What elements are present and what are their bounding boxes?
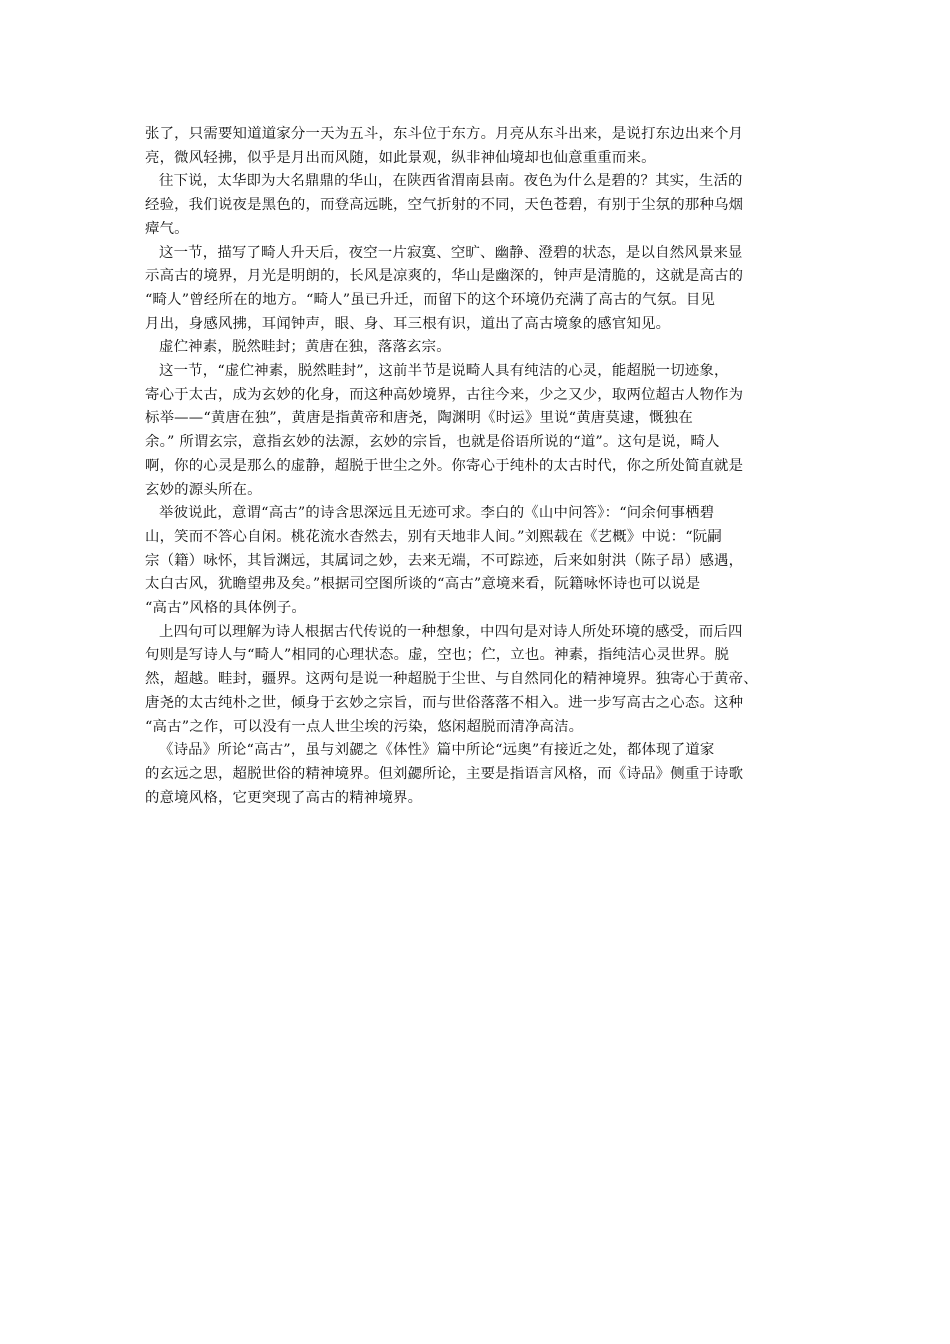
paragraph-5 — [145, 360, 810, 502]
text-line: 的意境风格，它更突现了高古的精神境界。 — [145, 789, 423, 806]
text-line: 标举——“黄唐在独”，黄唐是指黄帝和唐尧，陶渊明《时运》里说“黄唐莫逮，慨独在 — [145, 410, 693, 427]
text-line: 示高古的境界，月光是明朗的，长风是凉爽的，华山是幽深的，钟声是清脆的，这就是高古的 — [145, 268, 744, 285]
text-line: 啊，你的心灵是那么的虚静，超脱于世尘之外。你寄心于纯朴的太古时代，你之所处简直就是 — [145, 457, 744, 474]
paragraph-8 — [145, 739, 810, 810]
text-line: 然，超越。畦封，疆界。这两句是说一种超脱于尘世、与自然同化的精神境界。独寄心于黄帝、 — [145, 671, 758, 688]
text-line: 寄心于太古，成为玄妙的化身，而这种高妙境界，古往今来，少之又少，取两位超古人物作为 — [145, 386, 744, 403]
text-line: 往下说，太华即为大名鼎鼎的华山，在陕西省渭南县南。夜色为什么是碧的？其实，生活的 — [159, 173, 743, 190]
text-line: 唐尧的太古纯朴之世，倾身于玄妙之宗旨，而与世俗落落不相入。进一步写高古之心态。这种 — [145, 694, 744, 711]
text-line: 玄妙的源头所在。 — [145, 481, 262, 498]
text-line: 虚伫神素，脱然畦封；黄唐在独，落落玄宗。 — [159, 339, 451, 356]
text-line: 经验，我们说夜是黑色的，而登高远眺，空气折射的不同，天色苍碧，有别于尘氛的那种乌烟 — [145, 197, 744, 214]
text-line: 山，笑而不答心自闲。桃花流水杳然去，别有天地非人间。”刘熙载在《艺概》中说：“阮嗣 — [145, 528, 722, 545]
text-line: “高古”风格的具体例子。 — [145, 600, 307, 617]
text-line: 上四句可以理解为诗人根据古代传说的一种想象，中四句是对诗人所处环境的感受，而后四 — [159, 623, 743, 640]
paragraph-1 — [145, 123, 810, 170]
text-line: 这一节，描写了畸人升天后，夜空一片寂寞、空旷、幽静、澄碧的状态，是以自然风景来显 — [159, 244, 743, 261]
text-line: 句则是写诗人与“畸人”相同的心理状态。虚，空也；伫，立也。神素，指纯洁心灵世界。脱 — [145, 647, 730, 664]
paragraph-4 — [145, 336, 810, 360]
text-line: 举彼说此，意谓“高古”的诗含思深远且无迹可求。李白的《山中问答》：“问余何事栖碧 — [159, 505, 715, 522]
text-line: “畸人”曾经所在的地方。“畸人”虽已升迁，而留下的这个环境仍充满了高古的气氛。目见 — [145, 291, 716, 308]
paragraph-2 — [145, 170, 810, 241]
text-line: 太白古风，犹瞻望弗及矣。”根据司空图所谈的“高古”意境来看，阮籍咏怀诗也可以说是 — [145, 576, 701, 593]
text-line: 张了，只需要知道道家分一天为五斗，东斗位于东方。月亮从东斗出来，是说打东边出来个月 — [145, 126, 744, 142]
document-body — [145, 123, 810, 810]
text-line: 瘴气。 — [145, 220, 189, 237]
text-line: 的玄远之思，超脱世俗的精神境界。但刘勰所论，主要是指语言风格，而《诗品》侧重于诗歌 — [145, 765, 744, 782]
paragraph-3 — [145, 242, 810, 337]
paragraph-7 — [145, 621, 810, 740]
text-line: 《诗品》所论“高古”，虽与刘勰之《体性》篇中所论“远奥”有接近之处，都体现了道家 — [159, 742, 715, 759]
text-line: 余。” 所谓玄宗，意指玄妙的法源，玄妙的宗旨，也就是俗语所说的“道”。这句是说，畸人 — [145, 434, 720, 451]
text-line: 亮，微风轻拂，似乎是月出而风随，如此景观，纵非神仙境却也仙意重重而来。 — [145, 149, 656, 166]
text-line: “高古”之作，可以没有一点人世尘埃的污染，悠闲超脱而清净高洁。 — [145, 718, 584, 735]
text-line: 月出，身感风拂，耳闻钟声，眼、身、耳三根有识，道出了高古境象的感官知见。 — [145, 315, 671, 332]
paragraph-6 — [145, 502, 810, 621]
text-line: 这一节，“虚伫神素，脱然畦封”，这前半节是说畸人具有纯洁的心灵，能超脱一切迹象， — [159, 363, 729, 380]
text-line: 宗（籍）咏怀，其旨渊远，其属词之妙，去来无端，不可踪迹，后来如射洪（陈子昂）感遇， — [145, 552, 744, 569]
